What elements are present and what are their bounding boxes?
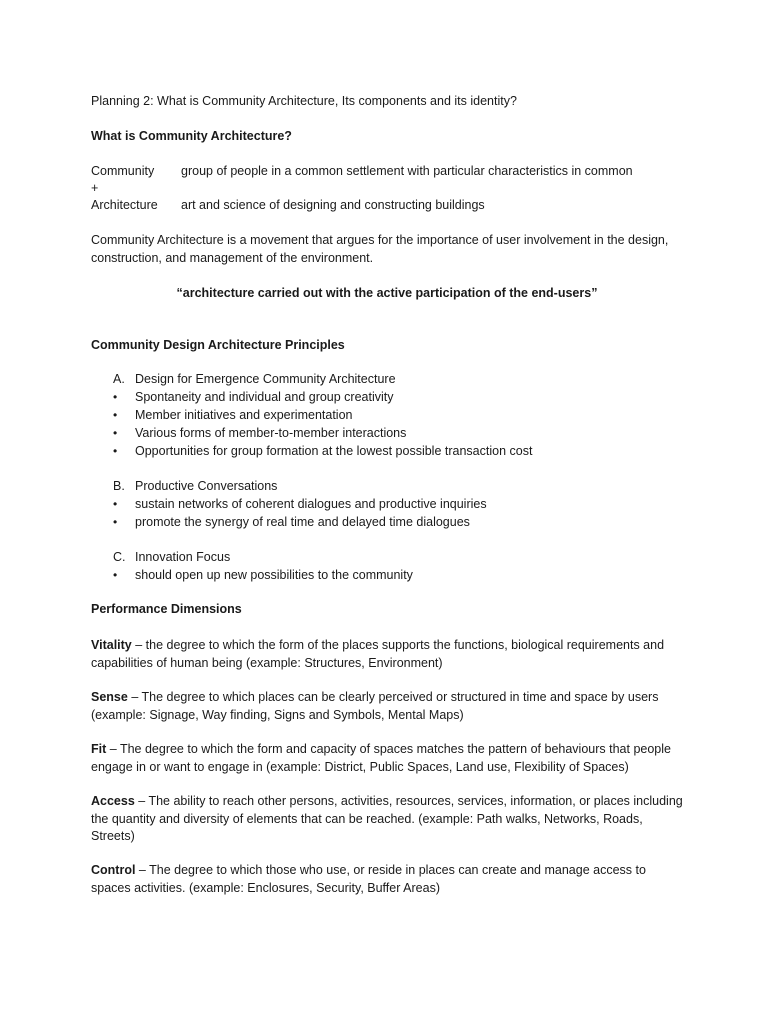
- dimension-sense: [91, 689, 683, 724]
- list-item-text: Various forms of member-to-member interactions: [135, 426, 407, 440]
- list-item: [91, 496, 487, 514]
- bullet-icon: •: [113, 444, 118, 458]
- list-item-text: should open up new possibilities to the community: [135, 568, 413, 582]
- list-item: [91, 425, 406, 443]
- dimension-name: Access: [91, 794, 135, 808]
- list-item-text: Opportunities for group formation at the lowest possible transaction cost: [135, 444, 533, 458]
- list-item: [91, 567, 413, 585]
- list-marker: C.: [113, 550, 126, 564]
- bullet-icon: •: [113, 408, 118, 422]
- document-title: Planning 2: What is Community Architecture, Its components and its identity?: [91, 94, 517, 108]
- dimension-text: – the degree to which the form of the places supports the functions, biological requirements and capabilities of human being (example: Structures, Environment): [91, 638, 665, 670]
- dimension-name: Control: [91, 863, 136, 877]
- principle-heading: [91, 478, 277, 496]
- principle-title: Design for Emergence Community Architecture: [135, 372, 396, 386]
- list-item-text: sustain networks of coherent dialogues and productive inquiries: [135, 497, 487, 511]
- term-label: Community: [91, 164, 155, 178]
- dimension-text: – The degree to which places can be clearly perceived or structured in time and space by users (example: Signage, Way finding, Signs and Symbols, Mental Maps): [91, 690, 659, 722]
- list-marker: A.: [113, 372, 125, 386]
- dimension-access: [91, 793, 683, 846]
- dimension-vitality: [91, 637, 683, 672]
- term-definition: group of people in a common settlement with particular characteristics in common: [181, 164, 633, 178]
- question-heading: What is Community Architecture?: [91, 129, 292, 143]
- principle-title: Innovation Focus: [135, 550, 231, 564]
- movement-paragraph: Community Architecture is a movement that argues for the importance of user involvement in the design, construction, and management of the environment.: [91, 233, 669, 265]
- list-item-text: Member initiatives and experimentation: [135, 408, 353, 422]
- list-item: [91, 514, 470, 532]
- dimension-control: [91, 862, 683, 897]
- list-marker: B.: [113, 479, 125, 493]
- bullet-icon: •: [113, 515, 118, 529]
- bullet-icon: •: [113, 390, 118, 404]
- bullet-icon: •: [113, 568, 118, 582]
- list-item: [91, 407, 352, 425]
- list-item-text: promote the synergy of real time and delayed time dialogues: [135, 515, 470, 529]
- term-label: Architecture: [91, 198, 158, 212]
- dimension-text: – The degree to which the form and capacity of spaces matches the pattern of behaviours that people engage in or want to engage in (example: District, Public Spaces, Land use, Flexibility of Spaces): [91, 742, 671, 774]
- dimension-name: Sense: [91, 690, 128, 704]
- list-item: [91, 389, 394, 407]
- bullet-icon: •: [113, 426, 118, 440]
- dimension-fit: [91, 741, 683, 776]
- performance-heading: Performance Dimensions: [91, 602, 242, 616]
- principles-heading: Community Design Architecture Principles: [91, 338, 345, 352]
- bullet-icon: •: [113, 497, 118, 511]
- principle-title: Productive Conversations: [135, 479, 278, 493]
- term-label: +: [91, 181, 99, 195]
- quote: “architecture carried out with the active participation of the end-users”: [176, 286, 598, 300]
- dimension-name: Vitality: [91, 638, 132, 652]
- term-definition: art and science of designing and constructing buildings: [181, 198, 485, 212]
- principle-heading: [91, 371, 396, 389]
- list-item-text: Spontaneity and individual and group creativity: [135, 390, 394, 404]
- dimension-name: Fit: [91, 742, 107, 756]
- dimension-text: – The ability to reach other persons, activities, resources, services, information, or places including the quantity and diversity of elements that can be reached. (example: Path walks, Networks, Roads, Streets): [91, 794, 683, 843]
- dimension-text: – The degree to which those who use, or reside in places can create and manage access to spaces activities. (example: Enclosures, Security, Buffer Areas): [91, 863, 646, 895]
- list-item: [91, 443, 532, 461]
- principle-heading: [91, 549, 230, 567]
